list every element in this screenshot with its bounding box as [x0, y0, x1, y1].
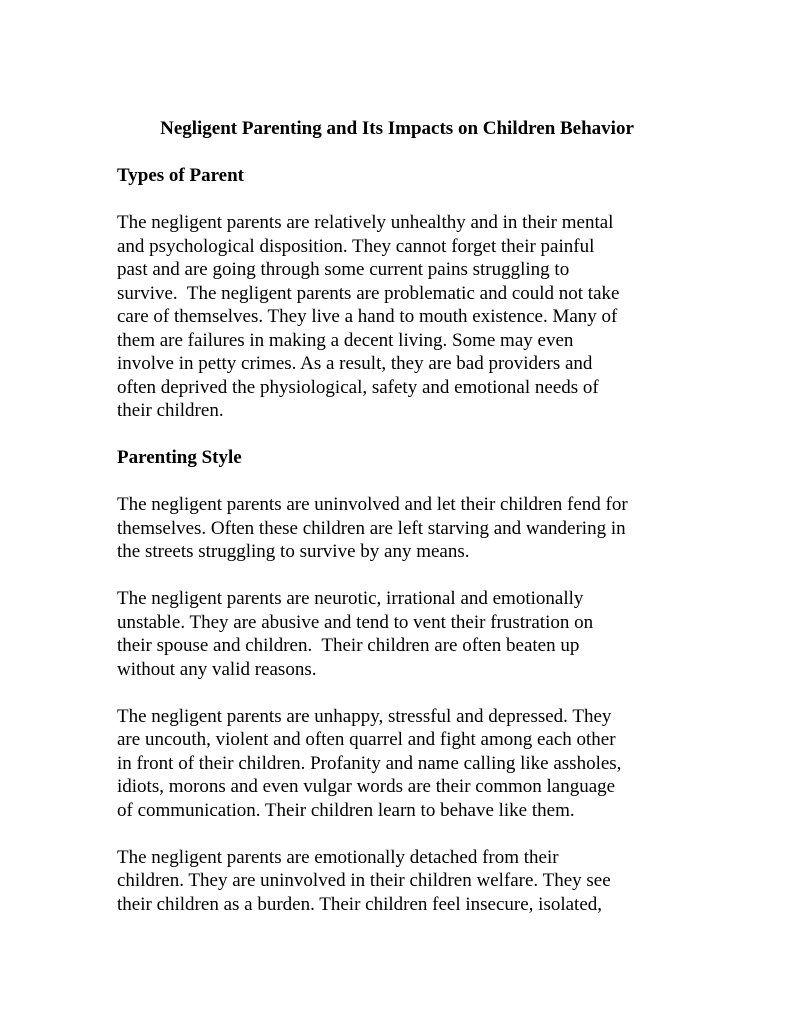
section-heading-types-of-parent: Types of Parent [117, 165, 245, 186]
text-line: the streets struggling to survive by any means. [117, 541, 470, 562]
text-line: unstable. They are abusive and tend to vent their frustration on [117, 611, 594, 633]
paragraph [117, 211, 677, 423]
paragraph [117, 587, 677, 681]
document-body [117, 117, 677, 940]
text-line: of communication. Their children learn to behave like them. [117, 799, 575, 821]
text-line: them are failures in making a decent living. Some may even [117, 329, 574, 351]
text-line: idiots, morons and even vulgar words are their common language [117, 776, 616, 797]
text-line: care of themselves. They live a hand to mouth existence. Many of [117, 306, 618, 327]
text-line: and psychological disposition. They cannot forget their painful [117, 235, 595, 257]
paragraph [117, 846, 677, 917]
section-heading-parenting-style: Parenting Style [117, 447, 242, 468]
paragraph [117, 493, 677, 564]
text-line: their children as a burden. Their children feel insecure, isolated, [117, 893, 603, 915]
document-title: Negligent Parenting and Its Impacts on Children Behavior [160, 118, 634, 139]
text-line: involve in petty crimes. As a result, they are bad providers and [117, 353, 593, 374]
text-line: are uncouth, violent and often quarrel and fight among each other [117, 729, 616, 750]
text-line: survive. The negligent parents are problematic and could not take [117, 282, 620, 304]
text-line: children. They are uninvolved in their children welfare. They see [117, 870, 611, 891]
text-line: their spouse and children. Their children are often beaten up [117, 635, 580, 656]
text-line: without any valid reasons. [117, 658, 317, 680]
text-line: The negligent parents are uninvolved and let their children fend for [117, 494, 628, 515]
text-line: often deprived the physiological, safety and emotional needs of [117, 376, 599, 398]
text-line: The negligent parents are relatively unhealthy and in their mental [117, 212, 614, 233]
text-line: The negligent parents are unhappy, stressful and depressed. They [117, 705, 612, 727]
text-line: The negligent parents are neurotic, irrational and emotionally [117, 588, 584, 609]
text-line: themselves. Often these children are left starving and wandering in [117, 517, 626, 539]
text-line: in front of their children. Profanity and name calling like assholes, [117, 752, 622, 774]
text-line: The negligent parents are emotionally detached from their [117, 846, 559, 868]
paragraph [117, 705, 677, 823]
text-line: their children. [117, 400, 224, 421]
text-line: past and are going through some current pains struggling to [117, 259, 570, 280]
